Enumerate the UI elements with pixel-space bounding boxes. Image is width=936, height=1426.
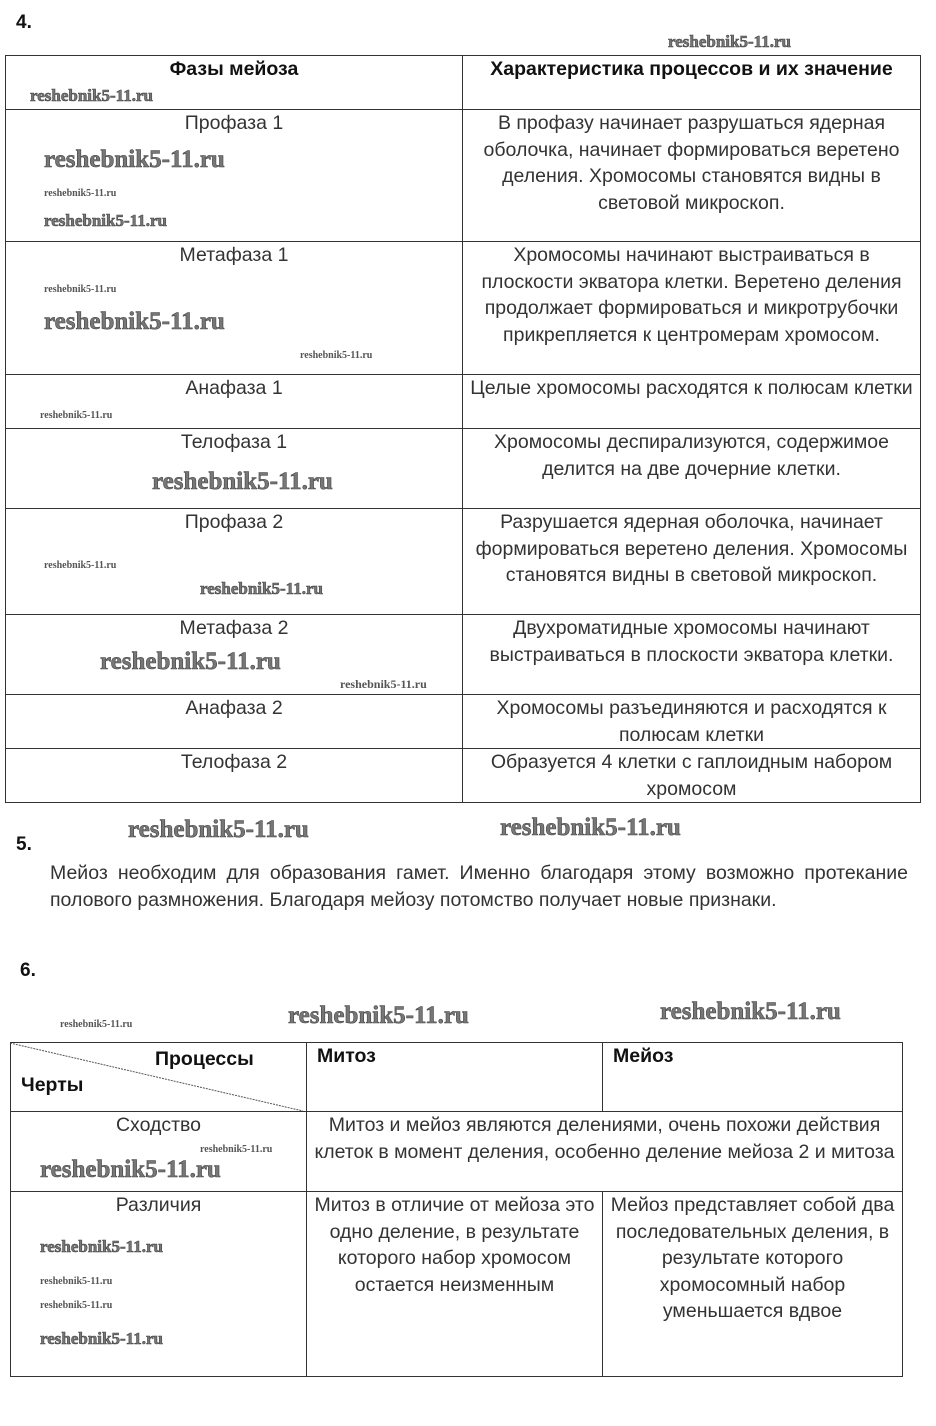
watermark: reshebnik5-11.ru [44, 188, 117, 199]
mitosis-meiosis-table [10, 1042, 903, 1377]
desc-cell: Двухроматидные хромосомы начинают выстраиваться в плоскости экватора клетки. [463, 615, 921, 695]
watermark: reshebnik5-11.ru [40, 1156, 221, 1183]
table-row [6, 749, 921, 803]
watermark: reshebnik5-11.ru [40, 1300, 113, 1311]
table-row [11, 1192, 903, 1377]
watermark: reshebnik5-11.ru [668, 32, 791, 51]
task-6-number: 6. [20, 960, 36, 981]
watermark: reshebnik5-11.ru [200, 579, 323, 598]
corner-cell [11, 1043, 307, 1112]
watermark: reshebnik5-11.ru [340, 677, 427, 691]
watermark: reshebnik5-11.ru [44, 308, 225, 335]
similarity-text: Митоз и мейоз являются делениями, очень похожи действия клеток в момент деления, особенно деление мейоза 2 и митоза [307, 1112, 903, 1192]
phase-cell: Анафаза 2 [6, 695, 463, 749]
table-row [6, 509, 921, 615]
watermark: reshebnik5-11.ru [40, 410, 113, 421]
desc-cell: Образуется 4 клетки с гаплоидным набором хромосом [463, 749, 921, 803]
desc-cell: Разрушается ядерная оболочка, начинает формироваться веретено деления. Хромосомы становятся видны в световой микроскоп. [463, 509, 921, 615]
header-characteristics: Характеристика процессов и их значение [463, 56, 921, 110]
phase-cell: Профаза 1 [6, 110, 463, 242]
phase-cell: Телофаза 2 [6, 749, 463, 803]
desc-cell: В профазу начинает разрушаться ядерная оболочка, начинает формироваться веретено деления. Хромосомы становятся видны в световой микроскоп. [463, 110, 921, 242]
watermark: reshebnik5-11.ru [44, 211, 167, 230]
corner-features: Черты [21, 1074, 84, 1096]
corner-processes: Процессы [155, 1048, 254, 1070]
task-4-number: 4. [16, 12, 32, 33]
desc-cell: Целые хромосомы расходятся к полюсам клетки [463, 375, 921, 429]
desc-cell: Хромосомы деспирализуются, содержимое делится на две дочерние клетки. [463, 429, 921, 509]
watermark: reshebnik5-11.ru [152, 468, 333, 495]
watermark: reshebnik5-11.ru [44, 284, 117, 295]
table-row [6, 695, 921, 749]
task-5-number: 5. [16, 834, 32, 855]
table-row [6, 429, 921, 509]
watermark: reshebnik5-11.ru [100, 648, 281, 675]
phase-cell: Профаза 2 [6, 509, 463, 615]
phase-cell: Метафаза 2 [6, 615, 463, 695]
diff-mitosis: Митоз в отличие от мейоза это одно деление, в результате которого набор хромосом остается неизменным [307, 1192, 603, 1377]
watermark: reshebnik5-11.ru [40, 1276, 113, 1287]
phase-cell: Анафаза 1 [6, 375, 463, 429]
phase-cell: Телофаза 1 [6, 429, 463, 509]
watermark: reshebnik5-11.ru [660, 998, 841, 1025]
watermark: reshebnik5-11.ru [60, 1019, 133, 1030]
watermark: reshebnik5-11.ru [200, 1144, 273, 1155]
task-5-answer: Мейоз необходим для образования гамет. Именно благодаря этому возможно протекание полового размножения. Благодаря мейозу потомство получает новые признаки. [50, 862, 908, 911]
watermark: reshebnik5-11.ru [300, 350, 373, 361]
header-phases: Фазы мейоза [6, 56, 463, 110]
differences-label: Различия [11, 1192, 307, 1377]
watermark: reshebnik5-11.ru [44, 560, 117, 571]
watermark: reshebnik5-11.ru [500, 814, 681, 841]
header-mitosis: Митоз [307, 1043, 603, 1112]
watermark: reshebnik5-11.ru [30, 86, 153, 105]
watermark: reshebnik5-11.ru [40, 1237, 163, 1256]
similarity-label: Сходство [11, 1112, 307, 1192]
watermark: reshebnik5-11.ru [44, 146, 225, 173]
desc-cell: Хромосомы разъединяются и расходятся к полюсам клетки [463, 695, 921, 749]
phase-cell: Метафаза 1 [6, 242, 463, 375]
header-meiosis: Мейоз [603, 1043, 903, 1112]
watermark: reshebnik5-11.ru [128, 816, 309, 843]
diff-meiosis: Мейоз представляет собой два последовательных деления, в результате которого хромосомный набор уменьшается вдвое [603, 1192, 903, 1377]
table-row [6, 375, 921, 429]
table-header-row [11, 1043, 903, 1112]
desc-cell: Хромосомы начинают выстраиваться в плоскости экватора клетки. Веретено деления продолжает формироваться и микротрубочки прикрепляется к центромерам хромосом. [463, 242, 921, 375]
watermark: reshebnik5-11.ru [40, 1329, 163, 1348]
watermark: reshebnik5-11.ru [288, 1002, 469, 1029]
